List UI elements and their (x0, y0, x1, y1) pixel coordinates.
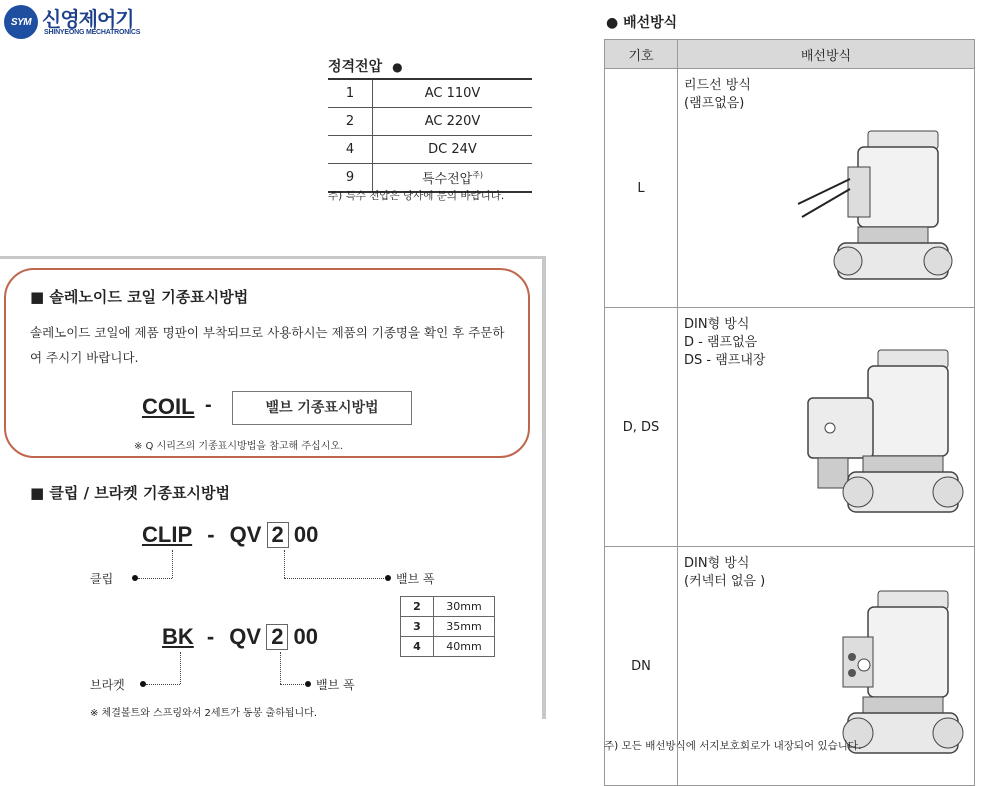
lead-wire-valve-image (788, 109, 968, 289)
section-divider (0, 256, 546, 259)
bullet-icon (132, 575, 138, 581)
voltage-title: 정격전압 ● (328, 59, 403, 75)
table-row (605, 69, 975, 308)
wiring-symbol: L (605, 69, 678, 308)
coil-dash: - (205, 394, 212, 416)
width-digit-box: 2 (267, 522, 289, 548)
coil-code: COIL (142, 394, 195, 419)
wiring-table (604, 39, 975, 786)
column-header: 배선방식 (678, 40, 975, 69)
coil-note: ※ Q 시리즈의 기종표시방법을 참고해 주십시오. (134, 441, 344, 452)
wiring-note: 주) 모든 배선방식에 서지보호회로가 내장되어 있습니다. (604, 740, 862, 752)
din-connector-valve-image (778, 338, 978, 528)
wiring-symbol: D, DS (605, 308, 678, 547)
table-row: 1 AC 110V (328, 79, 532, 108)
clip-code-line: CLIP - QV 2 00 (142, 522, 319, 547)
leader-line (146, 684, 180, 685)
valve-width-label: 밸브 폭 (316, 678, 355, 692)
table-row: 9 특수전압$^{주)}$ (328, 164, 532, 193)
bullet-icon: ● (392, 60, 403, 74)
leader-line (180, 652, 181, 684)
leader-line (138, 578, 172, 579)
logo-mark: SYM (4, 5, 38, 39)
valve-width-label: 밸브 폭 (396, 572, 435, 586)
wiring-description: DIN형 방식 D - 램프없음 DS - 램프내장 (684, 317, 766, 368)
bracket-code-line: BK - QV 2 00 (162, 624, 319, 649)
valve-model-box: 밸브 기종표시방법 (232, 391, 412, 425)
table-row: 3 35mm (401, 617, 495, 637)
wiring-description: DIN형 방식 (커넥터 없음 ) (684, 556, 766, 589)
wiring-title: ● 배선방식 (606, 15, 678, 31)
logo-name-english: SHINYEONG MECHATRONICS (44, 29, 141, 36)
company-logo (4, 3, 154, 43)
leader-line (284, 578, 386, 579)
coil-description: 솔레노이드 코일에 제품 명판이 부착되므로 사용하시는 제품의 기종명을 확인 후 주문하여 주시기 바랍니다. (30, 325, 505, 365)
table-row (605, 308, 975, 547)
table-row: 4 DC 24V (328, 136, 532, 164)
bracket-code: BK (162, 624, 194, 649)
wiring-symbol: DN (605, 547, 678, 786)
width-digit-box: 2 (266, 624, 288, 650)
bullet-icon (140, 681, 146, 687)
bullet-icon (305, 681, 311, 687)
leader-line (280, 652, 281, 684)
voltage-note: 주) 특수 전압은 당사에 문의 바랍니다. (328, 190, 505, 202)
clip-code: CLIP (142, 522, 193, 547)
logo-name-korean: 신영제어기 (42, 7, 134, 31)
leader-line (172, 550, 173, 578)
leader-line (284, 550, 285, 578)
section-divider (542, 256, 546, 719)
clip-label: 클립 (90, 572, 114, 586)
table-row: 2 30mm (401, 597, 495, 617)
bracket-label: 브라켓 (90, 678, 125, 692)
coil-heading: ■ 솔레노이드 코일 기종표시방법 (30, 288, 249, 306)
column-header: 기호 (605, 40, 678, 69)
clip-note: ※ 체결볼트와 스프링와셔 2세트가 동봉 출하됩니다. (90, 708, 318, 719)
clip-heading: ■ 클립 / 브라켓 기종표시방법 (30, 484, 230, 502)
wiring-description: 리드선 방식 (램프없음) (684, 78, 751, 111)
table-header-row (605, 40, 975, 69)
leader-line (280, 684, 306, 685)
table-row: 2 AC 220V (328, 108, 532, 136)
table-row: 4 40mm (401, 637, 495, 657)
voltage-table (328, 78, 532, 193)
bullet-icon (385, 575, 391, 581)
valve-width-table (400, 596, 495, 657)
